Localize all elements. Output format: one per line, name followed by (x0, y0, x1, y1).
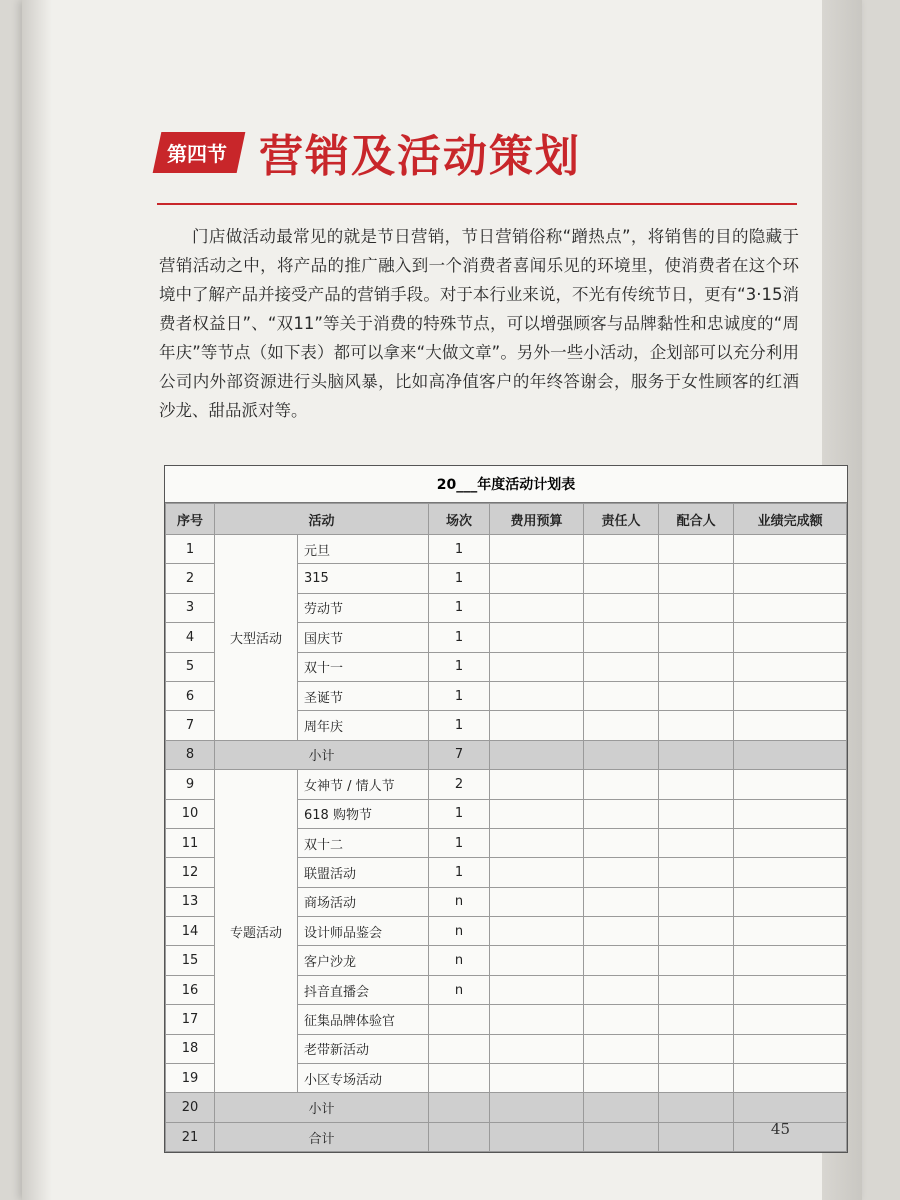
cell-budget (490, 946, 584, 975)
cell-owner (583, 1122, 658, 1151)
cell-owner (583, 711, 658, 740)
cell-sales (734, 917, 847, 946)
cell-budget (490, 623, 584, 652)
cell-count: 1 (429, 828, 490, 857)
cell-seq: 17 (166, 1005, 215, 1034)
cell-count: n (429, 946, 490, 975)
cell-activity: 设计师品鉴会 (298, 917, 429, 946)
cell-seq: 12 (166, 858, 215, 887)
table-row (166, 740, 847, 769)
cell-budget (490, 917, 584, 946)
cell-seq: 8 (166, 740, 215, 769)
cell-sales (734, 1005, 847, 1034)
section-heading (157, 122, 797, 182)
cell-budget (490, 593, 584, 622)
cell-count: 2 (429, 770, 490, 799)
cell-sales (734, 770, 847, 799)
cell-activity: 315 (298, 564, 429, 593)
cell-count: 1 (429, 681, 490, 710)
header-owner: 责任人 (583, 504, 658, 535)
page-gutter (22, 0, 52, 1200)
cell-seq: 1 (166, 535, 215, 564)
cell-sales (734, 681, 847, 710)
cell-owner (583, 975, 658, 1004)
cell-seq: 6 (166, 681, 215, 710)
cell-budget (490, 1064, 584, 1093)
cell-count: 1 (429, 858, 490, 887)
cell-count: n (429, 975, 490, 1004)
cell-owner (583, 535, 658, 564)
cell-seq: 18 (166, 1034, 215, 1063)
cell-budget (490, 799, 584, 828)
cell-seq: 20 (166, 1093, 215, 1122)
cell-sales (734, 1064, 847, 1093)
cell-activity: 双十一 (298, 652, 429, 681)
cell-activity: 国庆节 (298, 623, 429, 652)
cell-budget (490, 564, 584, 593)
cell-assistant (659, 681, 734, 710)
cell-budget (490, 740, 584, 769)
cell-seq: 13 (166, 887, 215, 916)
header-assistant: 配合人 (659, 504, 734, 535)
cell-budget (490, 1034, 584, 1063)
cell-count: 1 (429, 535, 490, 564)
cell-count: 1 (429, 652, 490, 681)
cell-budget (490, 1005, 584, 1034)
cell-seq: 16 (166, 975, 215, 1004)
cell-seq: 7 (166, 711, 215, 740)
cell-activity: 小区专场活动 (298, 1064, 429, 1093)
header-sales: 业绩完成额 (734, 504, 847, 535)
cell-activity: 双十二 (298, 828, 429, 857)
cell-sales (734, 623, 847, 652)
cell-owner (583, 623, 658, 652)
cell-assistant (659, 887, 734, 916)
cell-assistant (659, 1034, 734, 1063)
cell-sales (734, 740, 847, 769)
cell-owner (583, 1005, 658, 1034)
cell-owner (583, 652, 658, 681)
cell-budget (490, 535, 584, 564)
table-title: 20___年度活动计划表 (165, 466, 847, 503)
cell-sales (734, 799, 847, 828)
cell-sales (734, 593, 847, 622)
cell-count: n (429, 887, 490, 916)
activity-plan-table (164, 465, 848, 1153)
cell-count: 1 (429, 593, 490, 622)
cell-assistant (659, 1122, 734, 1151)
cell-count: n (429, 917, 490, 946)
cell-owner (583, 1064, 658, 1093)
cell-count: 1 (429, 799, 490, 828)
cell-group-large: 大型活动 (215, 535, 298, 741)
cell-owner (583, 770, 658, 799)
cell-assistant (659, 623, 734, 652)
cell-seq: 11 (166, 828, 215, 857)
cell-sales (734, 946, 847, 975)
cell-seq: 19 (166, 1064, 215, 1093)
cell-sales (734, 975, 847, 1004)
cell-subtotal-label: 小计 (215, 740, 429, 769)
table-row (166, 1093, 847, 1122)
cell-budget (490, 828, 584, 857)
page-number: 45 (770, 1120, 790, 1138)
cell-assistant (659, 828, 734, 857)
cell-subtotal-label: 合计 (215, 1122, 429, 1151)
header-budget: 费用预算 (490, 504, 584, 535)
cell-sales (734, 652, 847, 681)
cell-owner (583, 564, 658, 593)
cell-seq: 14 (166, 917, 215, 946)
cell-activity: 商场活动 (298, 887, 429, 916)
table-header-row (166, 504, 847, 535)
cell-activity: 元旦 (298, 535, 429, 564)
cell-assistant (659, 946, 734, 975)
cell-owner (583, 1093, 658, 1122)
cell-count: 7 (429, 740, 490, 769)
cell-activity: 周年庆 (298, 711, 429, 740)
cell-budget (490, 858, 584, 887)
cell-activity: 抖音直播会 (298, 975, 429, 1004)
cell-owner (583, 1034, 658, 1063)
cell-count (429, 1122, 490, 1151)
cell-budget (490, 887, 584, 916)
header-activity: 活动 (215, 504, 429, 535)
cell-owner (583, 828, 658, 857)
cell-budget (490, 652, 584, 681)
cell-assistant (659, 799, 734, 828)
cell-assistant (659, 593, 734, 622)
cell-sales (734, 1034, 847, 1063)
cell-assistant (659, 535, 734, 564)
cell-owner (583, 681, 658, 710)
book-page (22, 0, 862, 1200)
cell-budget (490, 1093, 584, 1122)
cell-assistant (659, 711, 734, 740)
cell-assistant (659, 770, 734, 799)
cell-assistant (659, 564, 734, 593)
cell-count: 1 (429, 711, 490, 740)
header-count: 场次 (429, 504, 490, 535)
section-tag-label: 第四节 (167, 141, 227, 166)
cell-assistant (659, 1005, 734, 1034)
cell-count: 1 (429, 564, 490, 593)
cell-seq: 21 (166, 1122, 215, 1151)
cell-seq: 5 (166, 652, 215, 681)
cell-budget (490, 975, 584, 1004)
cell-assistant (659, 1093, 734, 1122)
cell-budget (490, 1122, 584, 1151)
cell-activity: 联盟活动 (298, 858, 429, 887)
cell-count (429, 1064, 490, 1093)
cell-budget (490, 770, 584, 799)
cell-count (429, 1005, 490, 1034)
table-row (166, 770, 847, 799)
cell-subtotal-label: 小计 (215, 1093, 429, 1122)
cell-owner (583, 858, 658, 887)
cell-sales (734, 535, 847, 564)
cell-owner (583, 593, 658, 622)
cell-sales (734, 828, 847, 857)
cell-sales (734, 887, 847, 916)
heading-rule (157, 203, 797, 205)
cell-owner (583, 887, 658, 916)
table-row (166, 535, 847, 564)
cell-owner (583, 917, 658, 946)
cell-owner (583, 799, 658, 828)
cell-seq: 9 (166, 770, 215, 799)
cell-assistant (659, 1064, 734, 1093)
cell-activity: 征集品牌体验官 (298, 1005, 429, 1034)
cell-budget (490, 681, 584, 710)
cell-seq: 2 (166, 564, 215, 593)
cell-owner (583, 740, 658, 769)
cell-activity: 客户沙龙 (298, 946, 429, 975)
table-row (166, 1122, 847, 1151)
cell-sales (734, 1122, 847, 1151)
cell-activity: 女神节 / 情人节 (298, 770, 429, 799)
cell-assistant (659, 740, 734, 769)
cell-count: 1 (429, 623, 490, 652)
cell-assistant (659, 917, 734, 946)
cell-owner (583, 946, 658, 975)
cell-sales (734, 1093, 847, 1122)
body-paragraph: 门店做活动最常见的就是节日营销，节日营销俗称“蹭热点”，将销售的目的隐藏于营销活动之中，将产品的推广融入到一个消费者喜闻乐见的环境里，使消费者在这个环境中了解产品并接受产品的营销手段。对于本行业来说，不光有传统节日，更有“3·15消费者权益日”、“双11”等关于消费的特殊节点，可以增强顾客与品牌黏性和忠诚度的“周年庆”等节点（如下表）都可以拿来“大做文章”。另外一些小活动，企划部可以充分利用公司内外部资源进行头脑风暴，比如高净值客户的年终答谢会，服务于女性顾客的红酒沙龙、甜品派对等。 (159, 227, 799, 420)
cell-assistant (659, 652, 734, 681)
section-title: 营销及活动策划 (259, 131, 581, 182)
cell-seq: 10 (166, 799, 215, 828)
cell-assistant (659, 858, 734, 887)
cell-activity: 劳动节 (298, 593, 429, 622)
cell-sales (734, 858, 847, 887)
cell-seq: 3 (166, 593, 215, 622)
cell-activity: 圣诞节 (298, 681, 429, 710)
header-seq: 序号 (166, 504, 215, 535)
cell-count (429, 1093, 490, 1122)
cell-assistant (659, 975, 734, 1004)
cell-seq: 15 (166, 946, 215, 975)
cell-seq: 4 (166, 623, 215, 652)
cell-sales (734, 564, 847, 593)
cell-activity: 老带新活动 (298, 1034, 429, 1063)
cell-activity: 618 购物节 (298, 799, 429, 828)
cell-sales (734, 711, 847, 740)
plan-table (165, 503, 847, 1152)
section-tag (153, 132, 246, 173)
cell-count (429, 1034, 490, 1063)
cell-group-special: 专题活动 (215, 770, 298, 1093)
cell-budget (490, 711, 584, 740)
